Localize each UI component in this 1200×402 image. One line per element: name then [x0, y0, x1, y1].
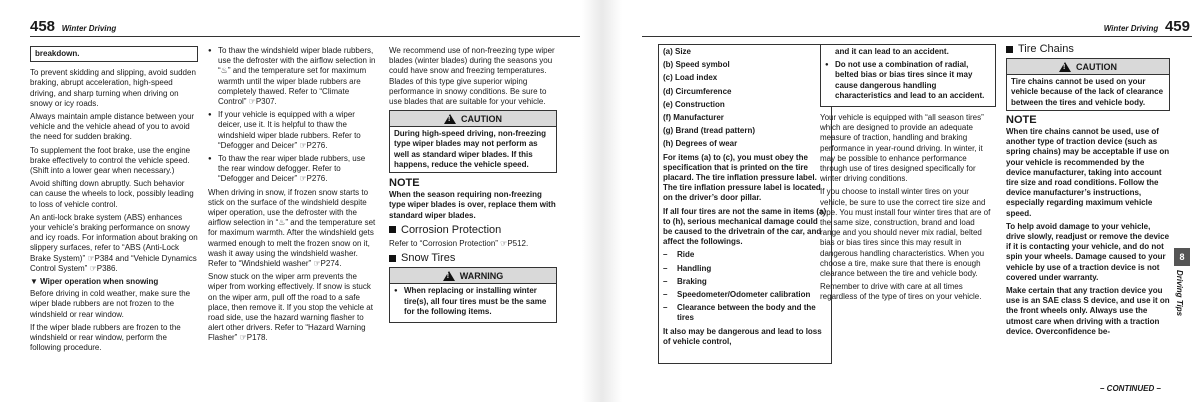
- section-heading-text: Corrosion Protection: [401, 223, 502, 236]
- paragraph: If all four tires are not the same in items (a) to (h), serious mechanical damage could be caused to the drivetrain of the car, and affect the followings.: [663, 206, 827, 247]
- left-col-2: [208, 46, 376, 347]
- warning-header: [390, 268, 556, 284]
- list-item: (b) Speed symbol: [663, 60, 730, 70]
- paragraph: If the wiper blade rubbers are frozen to the windshield or rear window, perform the following procedure.: [30, 322, 181, 353]
- paragraph: For items (a) to (c), you must obey the specification that is printed on the tire placard. The tire inflation pressure label. The tire inflation pressure label is located on the driver’s door pillar.: [663, 152, 821, 203]
- list-item: – Clearance between the body and the tires: [663, 303, 827, 323]
- paragraph: When driving in snow, if frozen snow starts to stick on the surface of the windshield despite wiper operation, use the defroster with the airflow selection in “♨” and the temperature set for maximum warmth. After the windshield gets warmed enough to melt the frozen snow on it, wash it away using the windshield washer. Refer to “Windshield washer” ☞P274.: [208, 187, 376, 269]
- bullet-list: [208, 46, 376, 185]
- dash-list: [663, 250, 827, 323]
- header-title-right: Winter Driving: [1103, 24, 1159, 33]
- paragraph: It also may be dangerous and lead to loss of vehicle control,: [663, 326, 822, 346]
- left-page: [0, 0, 582, 402]
- right-col-1: [658, 44, 832, 364]
- paragraph: Snow stuck on the wiper arm prevents the wiper from working effectively. If snow is stuck on the wiper arm, pull off the road to a safe place, then remove it. If you stop the vehicle at road side, use the hazard warning flasher to alert other drivers. Refer to “Hazard Warning Flasher” ☞P178.: [208, 272, 373, 343]
- page-number-right: 459: [1164, 18, 1190, 35]
- list-item: – Speedometer/Odometer calibration: [663, 290, 827, 300]
- note-heading: NOTE: [1006, 113, 1037, 126]
- paragraph: Refer to “Corrosion Protection” ☞P512.: [389, 239, 529, 249]
- warning-triangle-icon: [443, 271, 455, 281]
- right-col-3: [1006, 44, 1170, 340]
- right-page: [622, 0, 1200, 402]
- paragraph: We recommend use of non-freezing type wiper blades (winter blades) during the seasons you could have snow and freezing temperatures. Blades of this type give superior wiping performance in snowy conditions. Be sure to use blades that are suitable for your vehicle.: [389, 46, 555, 107]
- square-bullet-icon: [389, 226, 396, 233]
- section-heading-text: Snow Tires: [401, 252, 456, 265]
- list-item: (c) Load index: [663, 73, 718, 83]
- paragraph: Before driving in cold weather, make sure the wiper blade rubbers are not frozen to the windshield or rear window.: [30, 289, 191, 319]
- list-item: – Handling: [663, 264, 827, 274]
- bullet-list: [394, 286, 552, 317]
- section-heading-corrosion: [389, 225, 557, 235]
- warning-box: [389, 267, 557, 323]
- paragraph: Always maintain ample distance between your vehicle and the vehicle ahead of you to avoid the need for sudden braking.: [30, 112, 195, 142]
- book-gutter: [582, 0, 622, 402]
- list-item: (h) Degrees of wear: [663, 139, 738, 149]
- left-col-3: [389, 46, 557, 323]
- section-heading-snow-tires: [389, 253, 557, 263]
- left-col-1: [30, 46, 198, 356]
- caution-box: [1006, 58, 1170, 111]
- warning-continued-box-2: [820, 44, 996, 107]
- warning-triangle-icon: [444, 114, 456, 124]
- section-heading-text: Tire Chains: [1018, 43, 1074, 55]
- warning-triangle-icon: [1059, 62, 1071, 72]
- list-item: ● To thaw the windshield wiper blade rubbers, use the defroster with the airflow selection in “♨” and the temperature set for maximum warmth until the wiper blade rubbers are completely thawed. Refer to “Climate Control” ☞P307.: [208, 46, 376, 107]
- warning-continued-box: [658, 44, 832, 364]
- paragraph: To prevent skidding and slipping, avoid sudden braking, abrupt acceleration, high-speed driving, and sharp turning when driving on snowy or icy roads.: [30, 68, 196, 108]
- caution-label: CAUTION: [461, 113, 502, 124]
- box-text: breakdown.: [35, 49, 80, 58]
- continued-warning-box: [30, 46, 198, 62]
- square-bullet-icon: [389, 255, 396, 262]
- section-heading-tire-chains: [1006, 44, 1170, 54]
- continued-marker: – CONTINUED –: [1100, 384, 1161, 393]
- list-item: (a) Size: [663, 47, 692, 56]
- list-item: ● Do not use a combination of radial, belted bias or bias tires since it may cause dangerous handling characteristics and lead to an accident.: [825, 60, 991, 101]
- caution-text: Tire chains cannot be used on your vehicle because of the lack of clearance between the tires and vehicle body.: [1011, 77, 1164, 107]
- paragraph: An anti-lock brake system (ABS) enhances your vehicle’s braking performance on snowy and icy roads. For information about braking on slippery surfaces, refer to “ABS (Anti-Lock Brake System)” ☞P384 and “Vehicle Dynamics Control System” ☞P386.: [30, 212, 198, 273]
- note-text: When the season requiring non-freezing type wiper blades is over, replace them with standard wiper blades.: [389, 190, 556, 220]
- list-item: ● If your vehicle is equipped with a wiper deicer, use it. It is helpful to thaw the windshield wiper blade rubbers. Refer to “Defogger and Deicer” ☞P276.: [208, 110, 376, 151]
- paragraph: and it can lead to an accident.: [835, 47, 949, 56]
- list-item: ● To thaw the rear wiper blade rubbers, use the rear window defogger. Refer to “Defogger and Deicer” ☞P276.: [208, 154, 376, 185]
- caution-header: [390, 111, 556, 127]
- note-text: When tire chains cannot be used, use of another type of traction device (such as spring chains) may be acceptable if use on your vehicle is recommended by the device manufacturer, taking into account tire size and road conditions. Follow the device manufacturer’s instructions, especially regarding maximum vehicle speed.: [1006, 127, 1170, 218]
- paragraph: Remember to drive with care at all times regardless of the type of tires on your vehicle.: [820, 282, 982, 302]
- note-heading: NOTE: [389, 177, 420, 190]
- paragraph: Your vehicle is equipped with “all season tires” which are designed to provide an adequate measure of traction, handling and braking performance in year-round driving. In winter, it may be possible to enhance performance through use of tires designed specifically for winter driving conditions.: [820, 113, 984, 184]
- list-item: (d) Circumference: [663, 86, 732, 96]
- left-header: [30, 18, 116, 38]
- list-item: – Ride: [663, 250, 827, 260]
- chapter-label-wrap: [1175, 270, 1200, 317]
- chapter-label: Driving Tips: [1175, 270, 1184, 317]
- caution-text: During high-speed driving, non-freezing type wiper blades may not perform as well as standard wiper blades. If this happens, reduce the vehicle speed.: [394, 129, 546, 169]
- list-item: ● When replacing or installing winter tire(s), all four tires must be the same for the following items.: [394, 286, 552, 317]
- bullet-list: [825, 60, 991, 101]
- right-header: [1104, 18, 1190, 38]
- page-number-left: 458: [30, 18, 56, 35]
- note-text: To help avoid damage to your vehicle, drive slowly, readjust or remove the device if it is contacting your vehicle, and do not spin your wheels. Damage caused to your vehicle by use of a traction device is not covered under warranty.: [1006, 221, 1170, 282]
- caution-box: [389, 110, 557, 173]
- header-rule-right: [642, 36, 1192, 37]
- caution-label: CAUTION: [1076, 61, 1117, 72]
- list-item: (e) Construction: [663, 99, 725, 109]
- right-col-2: [820, 44, 996, 306]
- paragraph: Avoid shifting down abruptly. Such behavior can cause the wheels to lock, possibly leading to loss of vehicle control.: [30, 179, 194, 209]
- header-rule-left: [30, 36, 580, 37]
- subheading-wiper: ▼ Wiper operation when snowing: [30, 277, 159, 287]
- list-item: (f) Manufacturer: [663, 113, 724, 123]
- warning-label: WARNING: [459, 270, 504, 281]
- list-item: (g) Brand (tread pattern): [663, 126, 755, 136]
- paragraph: If you choose to install winter tires on your vehicle, be sure to use the correct tire size and type. You must install four winter tires that are of the same size, construction, brand and load range and you should never mix radial, belted bias or bias tires since this may result in dangerous handling characteristics. When you choose a tire, make sure that there is enough clearance between the tire and vehicle body.: [820, 187, 991, 279]
- paragraph: To supplement the foot brake, use the engine brake effectively to control the vehicle speed. (Shift into a lower gear when necessary.): [30, 145, 191, 176]
- tire-spec-list: [663, 47, 827, 150]
- header-title-left: Winter Driving: [61, 24, 117, 33]
- note-text: Make certain that any traction device you use is an SAE class S device, and use it on the front wheels only. Always use the utmost care when driving with a traction device. Overconfidence be-: [1006, 286, 1170, 336]
- caution-header: [1007, 59, 1169, 75]
- chapter-tab: 8: [1174, 248, 1190, 266]
- list-item: – Braking: [663, 277, 827, 287]
- square-bullet-icon: [1006, 46, 1013, 53]
